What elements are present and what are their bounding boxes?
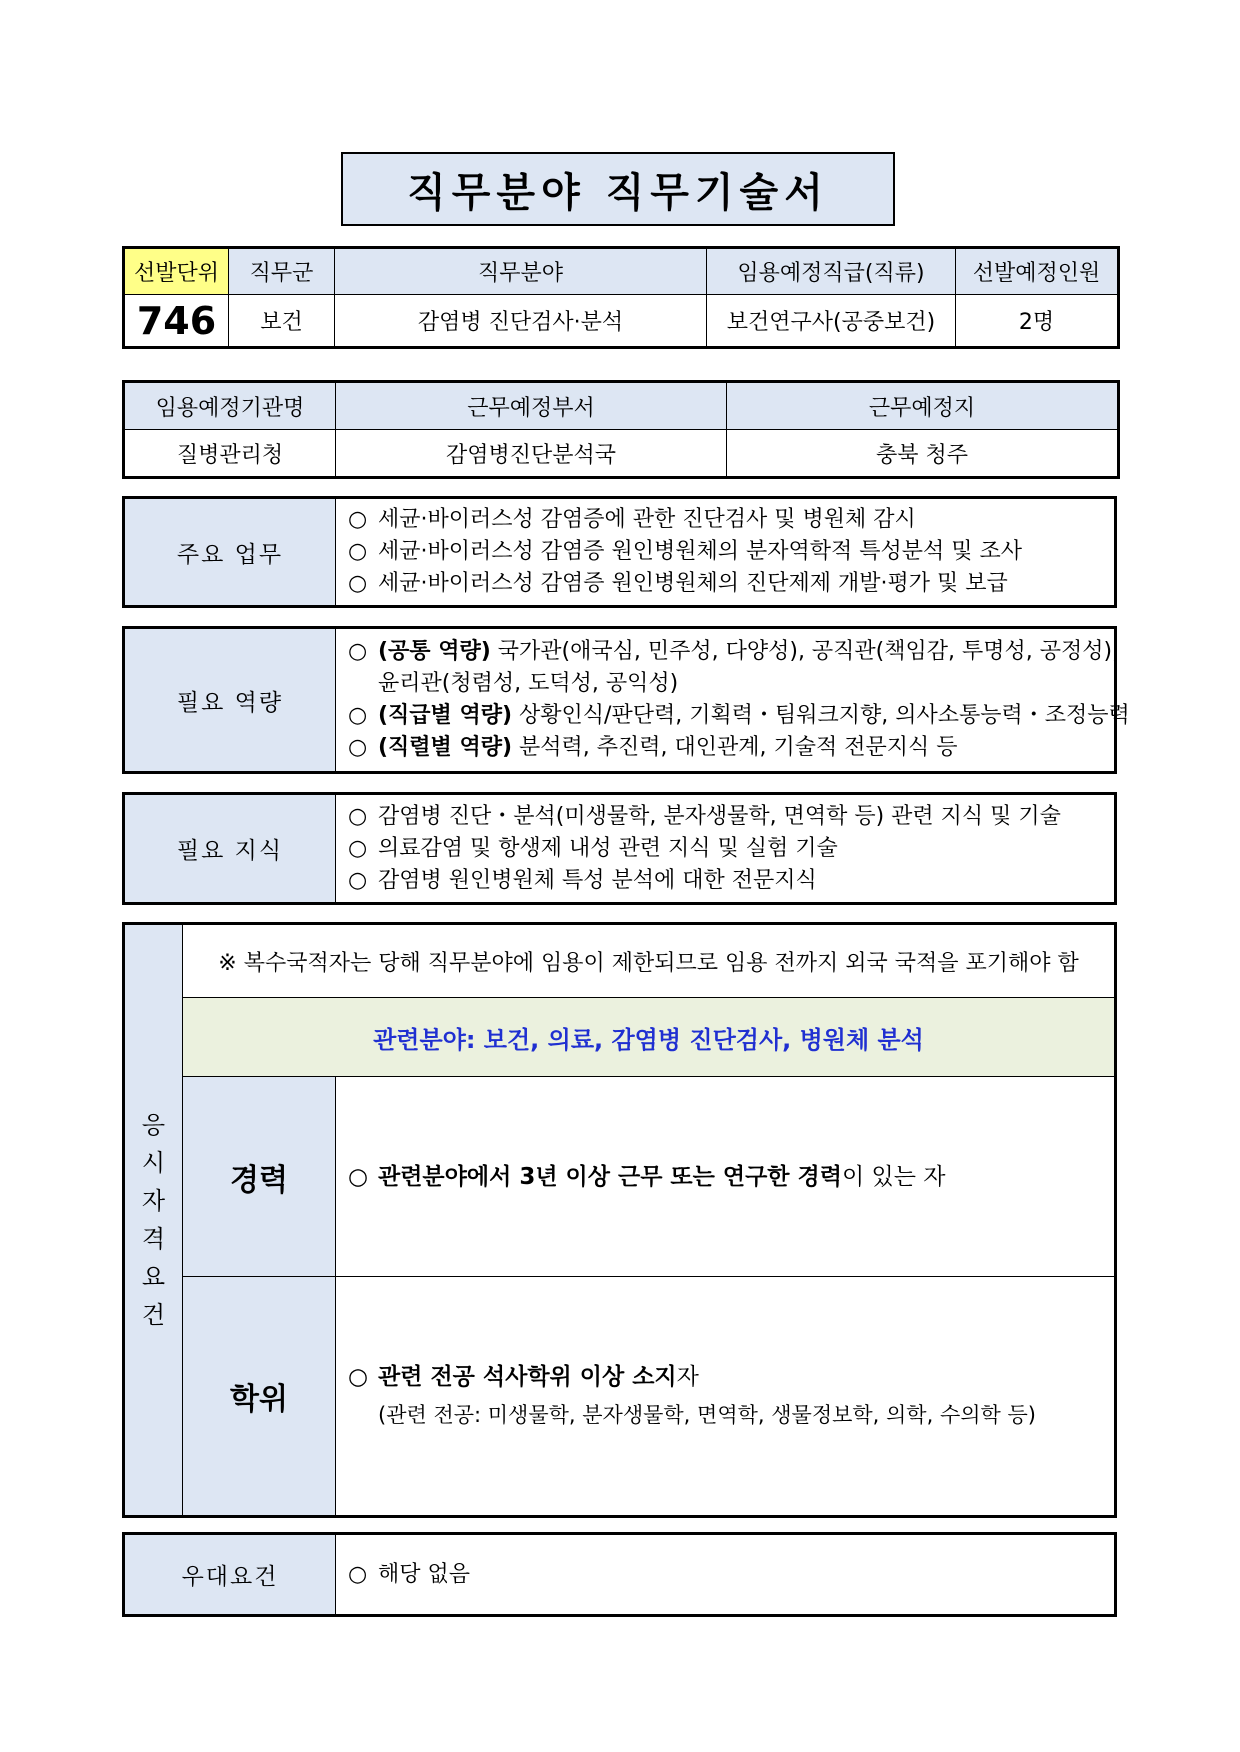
competency-list [336, 628, 1130, 773]
list-item: ○ (공통 역량) 국가관(애국심, 민주성, 다양성), 공직관(책임감, 투명성, 공정성), [348, 639, 1120, 664]
document-title: 직무분야 직무기술서 [341, 152, 895, 226]
list-item: ○ 세균·바이러스성 감염증에 관한 진단검사 및 병원체 감시 [348, 507, 916, 532]
degree-requirement: ○ 관련 전공 석사학위 이상 소지자 (관련 전공: 미생물학, 분자생물학, 면역학, 생물정보학, 의학, 수의학 등) [336, 1277, 1116, 1517]
job-field-value: 감염병 진단검사·분석 [335, 295, 707, 348]
header-job-field: 직무분야 [335, 248, 707, 295]
header-job-group: 직무군 [229, 248, 335, 295]
list-item-continuation: 윤리관(청렴성, 도덕성, 공익성) [378, 671, 679, 696]
degree-label: 학위 [183, 1277, 336, 1517]
qualification-table [122, 922, 1117, 1518]
related-field: 관련분야: 보건, 의료, 감염병 진단검사, 병원체 분석 [183, 998, 1116, 1077]
workplace-table [122, 380, 1120, 479]
header-headcount: 선발예정인원 [956, 248, 1119, 295]
department-value: 감염병진단분석국 [336, 430, 727, 478]
preference-label: 우대요건 [124, 1534, 336, 1616]
list-item: ○ 의료감염 및 항생제 내성 관련 지식 및 실험 기술 [348, 835, 838, 861]
job-group-value: 보건 [229, 295, 335, 348]
selection-unit-code: 746 [124, 295, 229, 348]
list-item: ○ 감염병 원인병원체 특성 분석에 대한 전문지식 [348, 867, 817, 893]
list-item: ○ 감염병 진단・분석(미생물학, 분자생물학, 면역학 등) 관련 지식 및 기술 [348, 803, 1061, 829]
header-selection-unit: 선발단위 [124, 248, 229, 295]
preference-value: ○ 해당 없음 [336, 1534, 1116, 1616]
preference-table [122, 1532, 1117, 1617]
headcount-value: 2명 [956, 295, 1119, 348]
dual-citizenship-note: ※ 복수국적자는 당해 직무분야에 임용이 제한되므로 임용 전까지 외국 국적을 포기해야 함 [183, 924, 1116, 998]
qualification-side-label: 응 시 자 격 요 건 [124, 924, 183, 1517]
list-item: ○ 세균·바이러스성 감염증 원인병원체의 진단제제 개발·평가 및 보급 [348, 571, 1008, 596]
header-agency: 임용예정기관명 [124, 382, 336, 430]
knowledge-list [336, 794, 1116, 904]
location-value: 충북 청주 [727, 430, 1119, 478]
duties-table [122, 496, 1117, 608]
header-rank: 임용예정직급(직류) [707, 248, 956, 295]
duties-label: 주요 업무 [124, 498, 336, 607]
agency-value: 질병관리청 [124, 430, 336, 478]
summary-table [122, 246, 1120, 349]
rank-value: 보건연구사(공중보건) [707, 295, 956, 348]
competency-label: 필요 역량 [124, 628, 336, 773]
experience-requirement: ○ 관련분야에서 3년 이상 근무 또는 연구한 경력이 있는 자 [336, 1077, 1116, 1277]
header-location: 근무예정지 [727, 382, 1119, 430]
duties-list [336, 498, 1116, 607]
list-item: ○ 세균·바이러스성 감염증 원인병원체의 분자역학적 특성분석 및 조사 [348, 539, 1023, 564]
header-department: 근무예정부서 [336, 382, 727, 430]
degree-majors: (관련 전공: 미생물학, 분자생물학, 면역학, 생물정보학, 의학, 수의학 등) [378, 1403, 1036, 1427]
knowledge-table [122, 792, 1117, 905]
list-item: ○ (직렬별 역량) 분석력, 추진력, 대인관계, 기술적 전문지식 등 [348, 735, 958, 760]
knowledge-label: 필요 지식 [124, 794, 336, 904]
experience-label: 경력 [183, 1077, 336, 1277]
list-item: ○ (직급별 역량) 상황인식/판단력, 기획력・팀워크지향, 의사소통능력・조정능력 [348, 703, 1130, 728]
competency-table [122, 626, 1130, 774]
